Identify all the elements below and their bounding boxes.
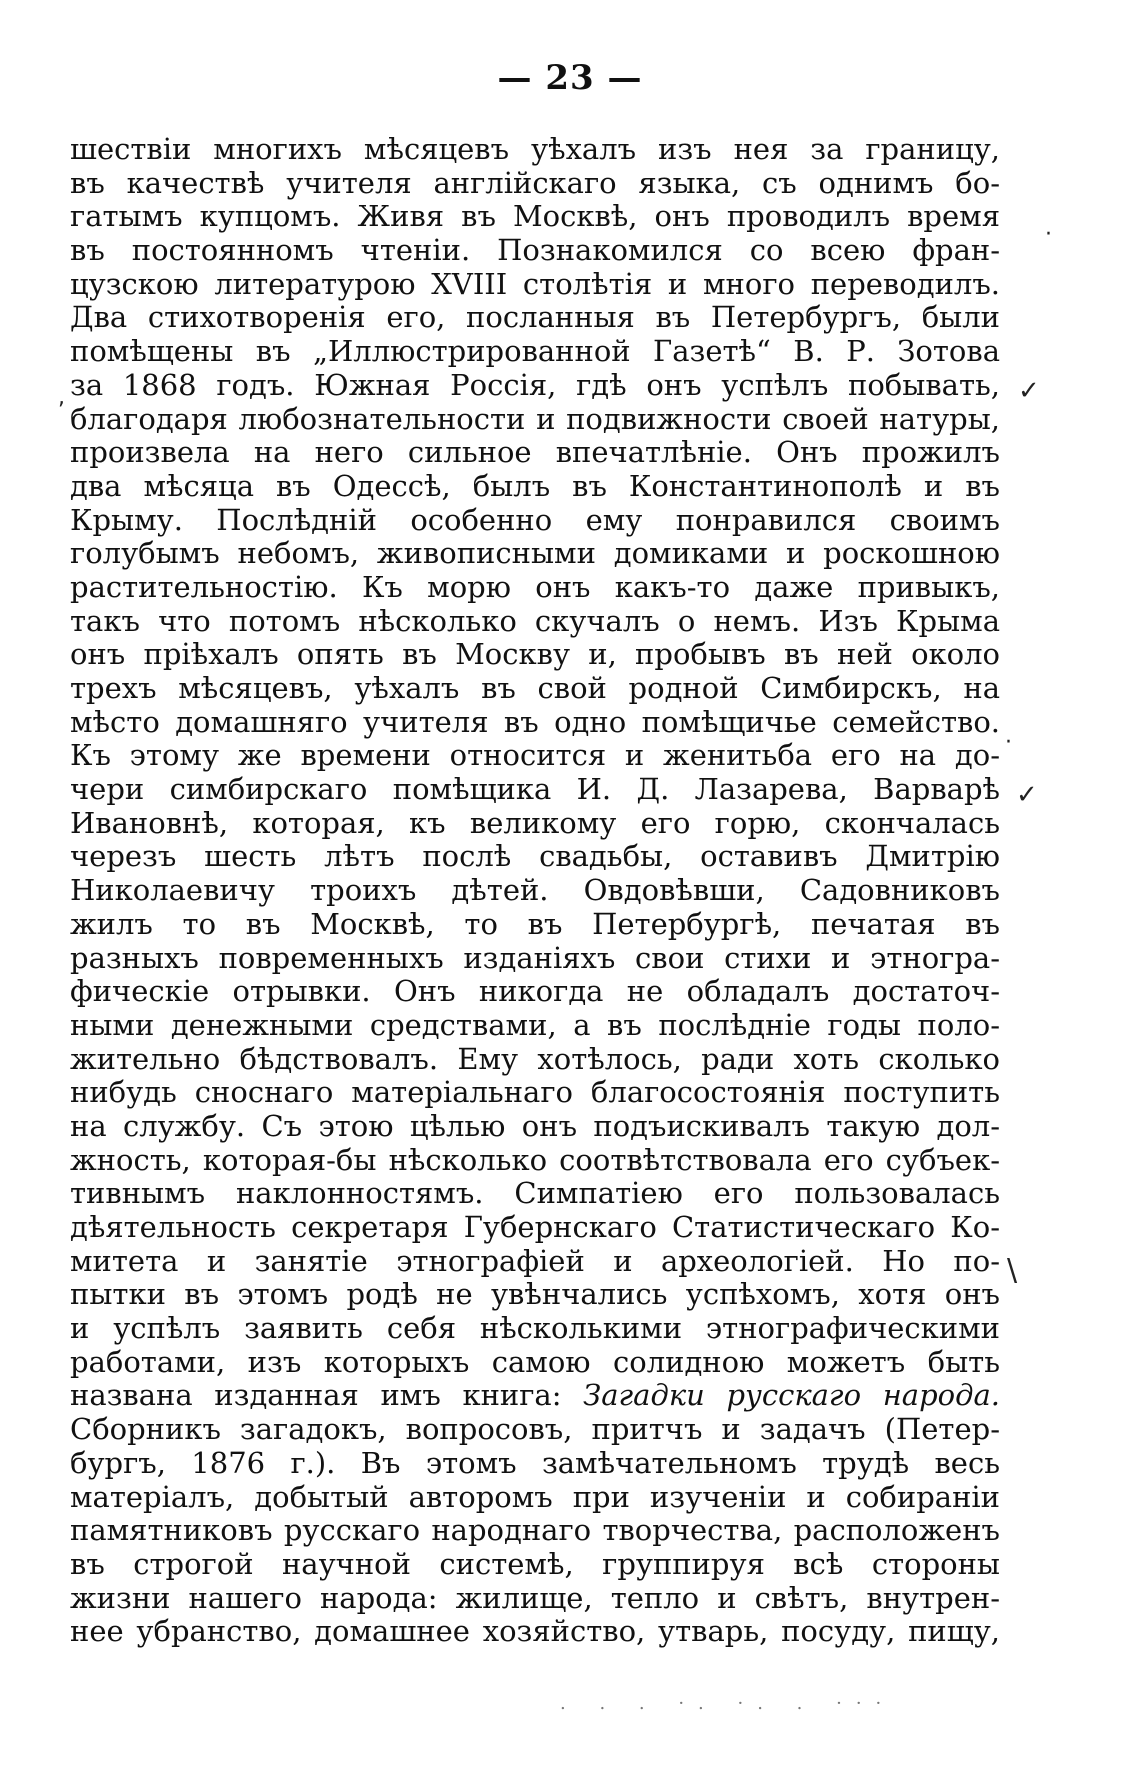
text-line: пытки въ этомъ родѣ не увѣнчались успѣхомъ, хотя онъ bbox=[70, 1278, 1000, 1312]
margin-slash-mark: \ bbox=[1007, 1253, 1018, 1288]
text-line: жизни нашего народа: жилище, тепло и свѣтъ, внутрен- bbox=[70, 1581, 1000, 1615]
text-line: произвела на него сильное впечатлѣніе. Онъ прожилъ bbox=[70, 436, 1000, 470]
text-line: жилъ то въ Москвѣ, то въ Петербургѣ, печатая въ bbox=[70, 907, 1000, 941]
text-line: жность, которая-бы нѣсколько соотвѣтствовала его субъек- bbox=[70, 1143, 1000, 1177]
text-line: Крыму. Послѣдній особенно ему понравился своимъ bbox=[70, 503, 1000, 537]
text-line: матеріалъ, добытый авторомъ при изученіи и собираніи bbox=[70, 1480, 1000, 1514]
text-line: памятниковъ русскаго народнаго творчества, расположенъ bbox=[70, 1514, 1000, 1548]
text-line: благодаря любознательности и подвижности своей натуры, bbox=[70, 402, 1000, 436]
text-line: въ постоянномъ чтеніи. Познакомился со всею фран- bbox=[70, 234, 1000, 268]
text-line-prefix: названа изданная имъ книга: bbox=[70, 1379, 562, 1413]
text-line: чери симбирскаго помѣщика И. Д. Лазарева, Варварѣ bbox=[70, 773, 1000, 807]
text-line: Къ этому же времени относится и женитьба его на до- bbox=[70, 739, 1000, 773]
text-line: голубымъ небомъ, живописными домиками и роскошною bbox=[70, 537, 1000, 571]
text-line: онъ пріѣхалъ опять въ Москву и, пробывъ въ ней около bbox=[70, 638, 1000, 672]
text-line: такъ что потомъ нѣсколько скучалъ о немъ. Изъ Крыма bbox=[70, 604, 1000, 638]
text-line: тивнымъ наклонностямъ. Симпатіею его пользовалась bbox=[70, 1177, 1000, 1211]
margin-dot-mark: · bbox=[1005, 730, 1012, 755]
text-line-with-title bbox=[70, 1379, 1000, 1413]
text-line: и успѣлъ заявить себя нѣсколькими этнографическими bbox=[70, 1312, 1000, 1346]
text-line: дѣятельность секретаря Губернскаго Статистическаго Ко- bbox=[70, 1211, 1000, 1244]
text-line: въ строгой научной системѣ, группируя всѣ стороны bbox=[70, 1547, 1000, 1581]
margin-check-mark: ✓ bbox=[1016, 780, 1038, 810]
body-text bbox=[70, 133, 1000, 1649]
margin-comma-mark: , bbox=[58, 385, 65, 410]
text-line: трехъ мѣсяцевъ, уѣхалъ въ свой родной Симбирскъ, на bbox=[70, 672, 1000, 705]
text-line: нибудь сноснаго матеріальнаго благосостоянія поступить bbox=[70, 1076, 1000, 1110]
footer-smudge: . . . ·. ·. . ··· bbox=[560, 1693, 896, 1714]
text-line: на службу. Съ этою цѣлью онъ подъискивалъ такую дол- bbox=[70, 1109, 1000, 1143]
text-line: въ качествѣ учителя англійскаго языка, съ однимъ бо- bbox=[70, 166, 1000, 200]
page-number: — 23 — bbox=[497, 58, 643, 98]
text-line: Сборникъ загадокъ, вопросовъ, притчъ и задачъ (Петер- bbox=[70, 1413, 1000, 1447]
text-line: гатымъ купцомъ. Живя въ Москвѣ, онъ проводилъ время bbox=[70, 200, 1000, 234]
text-line: за 1868 годъ. Южная Россія, гдѣ онъ успѣлъ побывать, bbox=[70, 368, 1000, 402]
text-line: два мѣсяца въ Одессѣ, былъ въ Константинополѣ и въ bbox=[70, 469, 1000, 503]
text-line: бургъ, 1876 г.). Въ этомъ замѣчательномъ трудѣ весь bbox=[70, 1446, 1000, 1480]
text-line: митета и занятіе этнографіей и археологіей. Но по- bbox=[70, 1244, 1000, 1278]
text-line: черезъ шесть лѣтъ послѣ свадьбы, оставивъ Дмитрію bbox=[70, 840, 1000, 874]
text-line: мѣсто домашняго учителя въ одно помѣщичье семейство. bbox=[70, 705, 1000, 739]
text-line: помѣщены въ „Иллюстрированной Газетѣ“ В. Р. Зотова bbox=[70, 335, 1000, 369]
text-line: фическіе отрывки. Онъ никогда не обладалъ достаточ- bbox=[70, 975, 1000, 1009]
text-line: растительностію. Къ морю онъ какъ-то даже привыкъ, bbox=[70, 570, 1000, 604]
text-line: работами, изъ которыхъ самою солидною можетъ быть bbox=[70, 1345, 1000, 1379]
text-line: Ивановнѣ, которая, къ великому его горю, скончалась bbox=[70, 806, 1000, 840]
book-title: Загадки русскаго народа. bbox=[583, 1379, 1000, 1413]
text-line: Николаевичу троихъ дѣтей. Овдовѣвши, Садовниковъ bbox=[70, 874, 1000, 908]
margin-check-mark: ✓ bbox=[1018, 376, 1040, 406]
margin-dot-mark: · bbox=[1045, 222, 1052, 247]
text-line: ными денежными средствами, а въ послѣдніе годы поло- bbox=[70, 1008, 1000, 1042]
text-line: шествіи многихъ мѣсяцевъ уѣхалъ изъ нея за границу, bbox=[70, 133, 1000, 166]
text-line: жительно бѣдствовалъ. Ему хотѣлось, ради хоть сколько bbox=[70, 1042, 1000, 1076]
text-line: разныхъ повременныхъ изданіяхъ свои стихи и этногра- bbox=[70, 941, 1000, 975]
text-line: нее убранство, домашнее хозяйство, утварь, посуду, пищу, bbox=[70, 1615, 1000, 1649]
text-line: цузскою литературою XVIII столѣтія и много переводилъ. bbox=[70, 267, 1000, 301]
text-line: Два стихотворенія его, посланныя въ Петербургъ, были bbox=[70, 301, 1000, 335]
